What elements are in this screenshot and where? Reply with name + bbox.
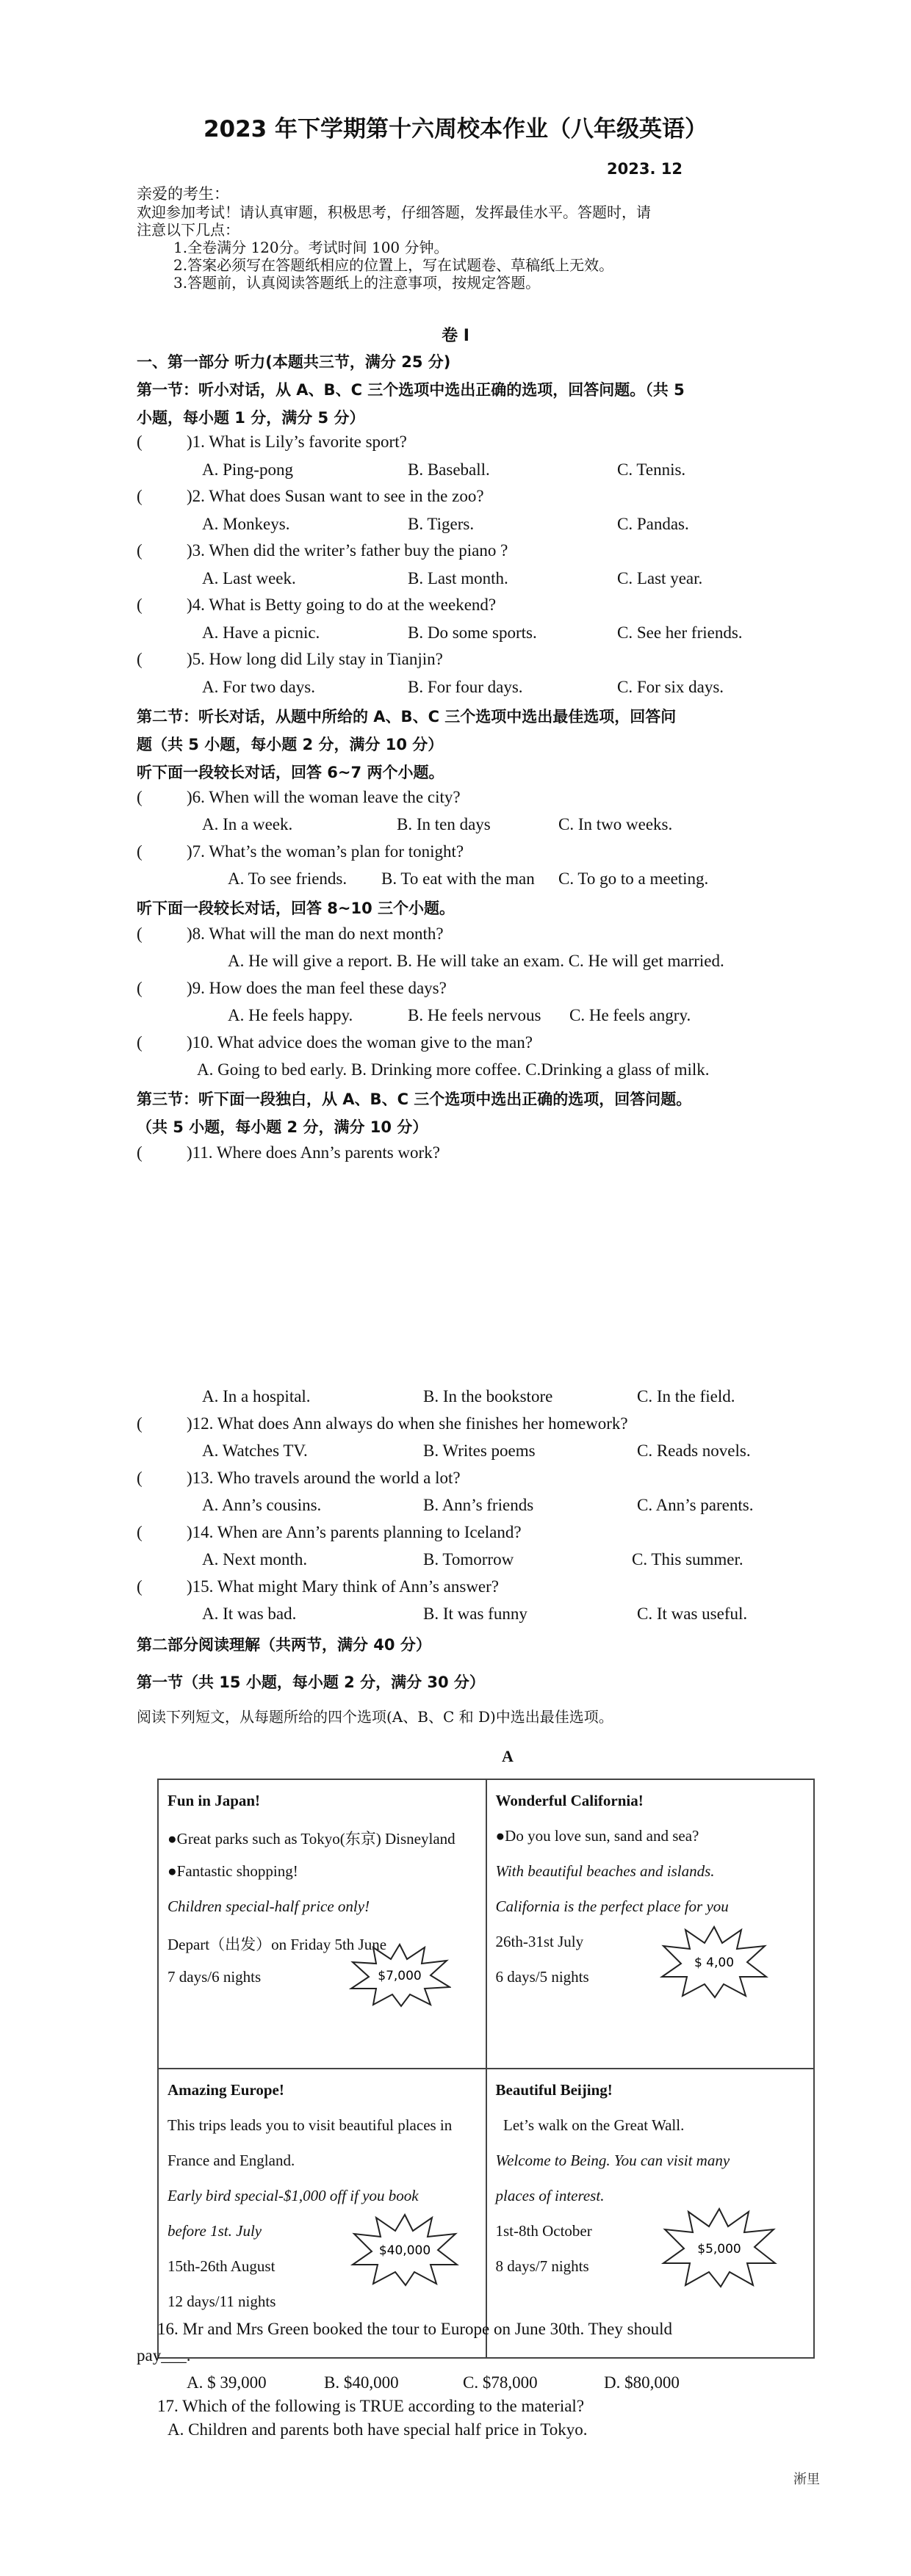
q12-option-c: C. Reads novels. [637, 1441, 751, 1460]
q16-option-b: B. $40,000 [324, 2373, 399, 2392]
q15-option-b: B. It was funny [423, 1604, 527, 1623]
q15-option-c: C. It was useful. [637, 1604, 748, 1623]
ad-line: Let’s walk on the Great Wall. [495, 2116, 685, 2134]
ad-line: France and England. [168, 2152, 295, 2169]
ad-title: Fun in Japan! [168, 1792, 261, 1809]
answer-paren[interactable]: ( [137, 541, 143, 560]
q9-option-c: C. He feels angry. [569, 1006, 691, 1024]
q13-option-a: A. Ann’s cousins. [202, 1496, 322, 1514]
q14-option-a: A. Next month. [202, 1550, 308, 1569]
question-7: )7. What’s the woman’s plan for tonight? [187, 842, 464, 861]
q8-options: A. He will give a report. B. He will take an exam. C. He will get married. [228, 952, 724, 970]
question-16: 16. Mr and Mrs Green booked the tour to Europe on June 30th. They should [157, 2320, 672, 2338]
ad-line: With beautiful beaches and islands. [495, 1862, 715, 1880]
question-3: )3. When did the writer’s father buy the piano ? [187, 541, 508, 560]
page-title: 2023 年下学期第十六周校本作业（八年级英语） [203, 116, 708, 142]
q3-option-b: B. Last month. [408, 569, 508, 587]
q9-option-b: B. He feels nervous [408, 1006, 541, 1024]
q1-option-a: A. Ping-pong [202, 460, 293, 479]
ad-line: 8 days/7 nights [495, 2257, 589, 2275]
ad-line: Children special-half price only! [168, 1897, 370, 1915]
answer-paren[interactable]: ( [137, 1523, 143, 1541]
q4-option-b: B. Do some sports. [408, 623, 537, 642]
answer-paren[interactable]: ( [137, 650, 143, 668]
answer-paren[interactable]: ( [137, 979, 143, 997]
q2-option-c: C. Pandas. [617, 515, 689, 533]
ad-europe [158, 2069, 486, 2358]
q1-option-c: C. Tennis. [617, 460, 686, 479]
question-1: )1. What is Lily’s favorite sport? [187, 433, 407, 451]
q12-option-b: B. Writes poems [423, 1441, 536, 1460]
part2-heading: 第二部分阅读理解（共两节，满分 40 分） [137, 1636, 431, 1654]
question-15: )15. What might Mary think of Ann’s answer? [187, 1577, 500, 1596]
notice-point-2: 2.答案必须写在答题纸相应的位置上，写在试题卷、草稿纸上无效。 [173, 256, 614, 274]
q4-option-c: C. See her friends. [617, 623, 743, 642]
passage-label: A [502, 1747, 514, 1765]
question-5: )5. How long did Lily stay in Tianjin? [187, 650, 443, 668]
ad-line: Depart（出发）on Friday 5th June [168, 1936, 387, 1953]
ad-line: 7 days/6 nights [168, 1968, 262, 1986]
answer-paren[interactable]: ( [137, 487, 143, 505]
ad-line: ●Do you love sun, sand and sea? [495, 1827, 699, 1845]
ad-line: ●Great parks such as Tokyo(东京) Disneyland [168, 1830, 455, 1848]
q17-option-a: A. Children and parents both have special half price in Tokyo. [168, 2420, 588, 2439]
price-label: $40,000 [378, 2243, 431, 2258]
part1-section2-line1: 第二节：听长对话，从题中所给的 A、B、C 三个选项中选出最佳选项，回答问 [137, 708, 677, 726]
question-12: )12. What does Ann always do when she finishes her homework? [187, 1414, 628, 1433]
answer-paren[interactable]: ( [137, 1414, 143, 1433]
part1-section3-line1: 第三节：听下面一段独白，从 A、B、C 三个选项中选出正确的选项，回答问题。 [137, 1090, 692, 1108]
ad-line: 1st-8th October [495, 2222, 592, 2240]
q16-option-c: C. $78,000 [463, 2373, 538, 2392]
q16-option-a: A. $ 39,000 [187, 2373, 267, 2392]
q6-option-a: A. In a week. [202, 815, 293, 833]
q3-option-c: C. Last year. [617, 569, 703, 587]
q13-option-b: B. Ann’s friends [423, 1496, 534, 1514]
q15-option-a: A. It was bad. [202, 1604, 297, 1623]
exam-date: 2023. 12 [607, 160, 683, 178]
q5-option-c: C. For six days. [617, 678, 724, 696]
q4-option-a: A. Have a picnic. [202, 623, 320, 642]
q14-option-c: C. This summer. [632, 1550, 743, 1569]
ad-line: Early bird special-$1,000 off if you book [168, 2187, 419, 2204]
q6-option-c: C. In two weeks. [558, 815, 673, 833]
answer-paren[interactable]: ( [137, 1469, 143, 1487]
q6-option-b: B. In ten days [397, 815, 491, 833]
part1-sub1: 听下面一段较长对话，回答 6~7 两个小题。 [137, 764, 444, 781]
question-8: )8. What will the man do next month? [187, 925, 444, 943]
q3-option-a: A. Last week. [202, 569, 296, 587]
travel-ads-table [157, 1779, 815, 2359]
ad-line: 6 days/5 nights [495, 1968, 589, 1986]
q10-options: A. Going to bed early. B. Drinking more coffee. C.Drinking a glass of milk. [197, 1060, 710, 1079]
answer-paren[interactable]: ( [137, 788, 143, 806]
ad-title: Wonderful California! [495, 1792, 644, 1809]
ad-title: Beautiful Beijing! [495, 2081, 613, 2099]
ad-line: 26th-31st July [495, 1933, 584, 1950]
greeting: 亲爱的考生： [137, 185, 229, 203]
ad-title: Amazing Europe! [168, 2081, 284, 2099]
answer-paren[interactable]: ( [137, 596, 143, 614]
part1-section3-line2: （共 5 小题，每小题 2 分，满分 10 分） [137, 1118, 428, 1136]
ad-line: Welcome to Being. You can visit many [495, 2152, 730, 2169]
volume-label: 卷 I [442, 327, 469, 345]
question-16-cont: pay___. [137, 2346, 191, 2365]
ad-line: 15th-26th August [168, 2257, 276, 2275]
q16-option-d: D. $80,000 [604, 2373, 680, 2392]
answer-paren[interactable]: ( [137, 1143, 143, 1162]
part1-sub2: 听下面一段较长对话，回答 8~10 三个小题。 [137, 900, 455, 917]
q1-option-b: B. Baseball. [408, 460, 490, 479]
ad-line: 12 days/11 nights [168, 2293, 276, 2310]
part1-section2-line2: 题（共 5 小题，每小题 2 分，满分 10 分） [137, 736, 444, 753]
ad-california [486, 1779, 815, 2069]
q14-option-b: B. Tomorrow [423, 1550, 514, 1569]
price-burst [350, 2213, 460, 2287]
answer-paren[interactable]: ( [137, 925, 143, 943]
question-9: )9. How does the man feel these days? [187, 979, 447, 997]
q7-option-a: A. To see friends. [228, 869, 348, 888]
q5-option-b: B. For four days. [408, 678, 523, 696]
q13-option-c: C. Ann’s parents. [637, 1496, 754, 1514]
price-burst [348, 1943, 451, 2008]
notice-intro-1: 欢迎参加考试！请认真审题，积极思考，仔细答题，发挥最佳水平。答题时，请 [137, 203, 651, 221]
notice-point-3: 3.答题前，认真阅读答题纸上的注意事项，按规定答题。 [173, 274, 541, 292]
price-label: $5,000 [696, 2242, 741, 2257]
answer-paren[interactable]: ( [137, 842, 143, 861]
question-13: )13. Who travels around the world a lot? [187, 1469, 461, 1487]
price-label: $ 4,00 [694, 1955, 734, 1970]
q7-option-c: C. To go to a meeting. [558, 869, 709, 888]
footer-mark: 淅里 [793, 2472, 820, 2487]
price-label: $7,000 [378, 1969, 422, 1983]
question-14: )14. When are Ann’s parents planning to Iceland? [187, 1523, 522, 1541]
part1-section1-line1: 第一节：听小对话，从 A、B、C 三个选项中选出正确的选项，回答问题。（共 5 [137, 381, 685, 399]
ad-line: places of interest. [495, 2187, 605, 2204]
part2-section1: 第一节（共 15 小题，每小题 2 分，满分 30 分） [137, 1674, 485, 1691]
ad-line: before 1st. July [168, 2222, 262, 2240]
q5-option-a: A. For two days. [202, 678, 315, 696]
ad-line: California is the perfect place for you [495, 1897, 729, 1915]
answer-paren[interactable]: ( [137, 1033, 143, 1052]
price-burst [660, 2207, 778, 2288]
q7-option-b: B. To eat with the man [381, 869, 535, 888]
ad-japan [158, 1779, 486, 2069]
question-11: )11. Where does Ann’s parents work? [187, 1143, 440, 1162]
price-burst [659, 1925, 769, 1999]
part1-section1-line2: 小题，每小题 1 分，满分 5 分） [137, 409, 365, 427]
part1-heading: 一、第一部分 听力(本题共三节，满分 25 分) [137, 353, 451, 371]
q12-option-a: A. Watches TV. [202, 1441, 308, 1460]
question-2: )2. What does Susan want to see in the zoo? [187, 487, 484, 505]
part2-instruction: 阅读下列短文，从每题所给的四个选项(A、B、C 和 D)中选出最佳选项。 [137, 1708, 613, 1726]
q9-option-a: A. He feels happy. [228, 1006, 353, 1024]
question-10: )10. What advice does the woman give to the man? [187, 1033, 533, 1052]
q2-option-b: B. Tigers. [408, 515, 475, 533]
ad-line: ●Fantastic shopping! [168, 1862, 298, 1880]
ad-line: This trips leads you to visit beautiful places in [168, 2116, 453, 2134]
q11-option-a: A. In a hospital. [202, 1387, 311, 1405]
notice-intro-2: 注意以下几点： [137, 221, 240, 239]
ad-beijing [486, 2069, 815, 2358]
q2-option-a: A. Monkeys. [202, 515, 290, 533]
question-4: )4. What is Betty going to do at the weekend? [187, 596, 497, 614]
answer-paren[interactable]: ( [137, 1577, 143, 1596]
q11-option-c: C. In the field. [637, 1387, 735, 1405]
question-17: 17. Which of the following is TRUE according to the material? [157, 2397, 585, 2415]
q11-option-b: B. In the bookstore [423, 1387, 553, 1405]
answer-paren[interactable]: ( [137, 433, 143, 451]
notice-point-1: 1.全卷满分 120分。考试时间 100 分钟。 [173, 239, 449, 256]
question-6: )6. When will the woman leave the city? [187, 788, 461, 806]
